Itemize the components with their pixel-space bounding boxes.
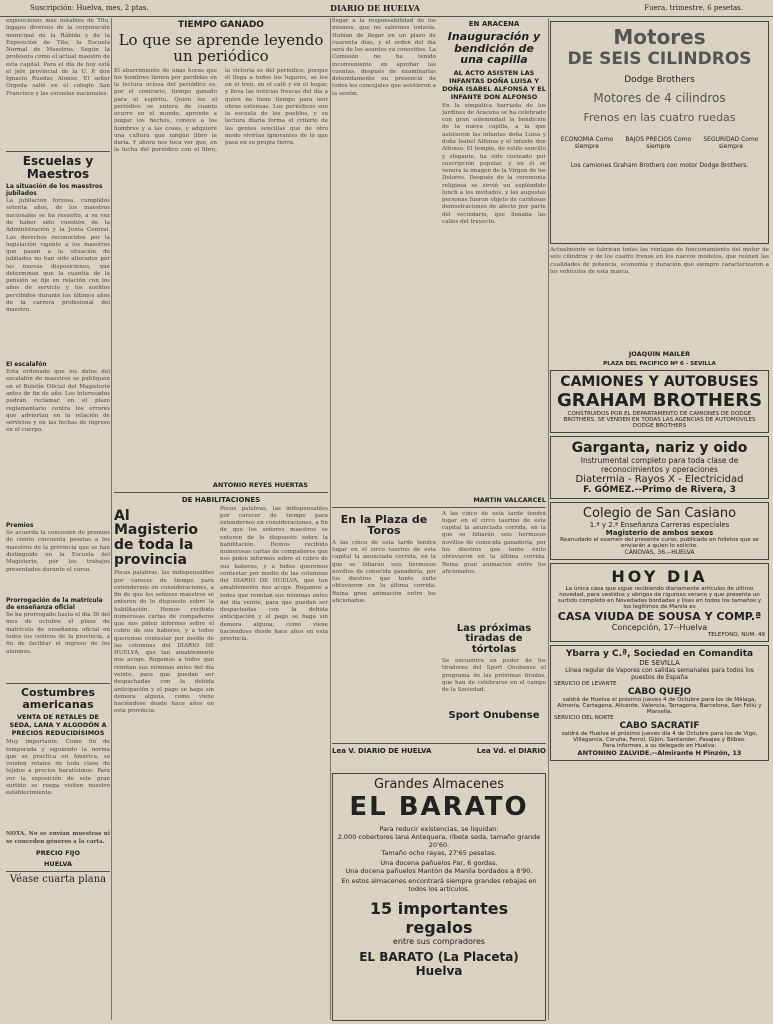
divider: [114, 492, 328, 493]
byline: ANTONIO REYES HUERTAS: [212, 480, 308, 489]
city-label: HUELVA: [43, 859, 73, 868]
ad-line: TELEFONO, NUM. 49: [707, 632, 765, 638]
article-right: [442, 18, 546, 493]
ad-line: Para informes, a su delegado en Huelva:: [602, 743, 717, 749]
article-text: Se acuerda la concesión de premios de ciento cincuenta pesetas a los maestros de la provincia que se han distinguido en la Escuela del Magisterio, por los trabajos presentados durante el curso.: [6, 530, 110, 573]
ad-line: Ybarra y C.ª, Sociedad en Comandita: [565, 649, 754, 659]
divider: [6, 871, 110, 872]
ad-line: Para reducir existencias, se liquidan:: [379, 825, 499, 833]
article-row: [114, 506, 328, 936]
ad-line: saldrá de Huelva el próximo jueves 4 de Octubre para los de Málaga, Almería, Cartagena, Alicante, Valencia, Tarragona, Barcelona, San Feliú y Marsella.: [557, 697, 762, 715]
ad-tag: ECONOMIA Como siempre: [560, 136, 613, 150]
agent-address: PLAZA DEL PACIFICO Nº 6 - SEVILLA: [603, 361, 716, 367]
ad-line: 2.000 cobertores lana Antequera, ribete seda, tamaño grande 20'60.: [337, 833, 541, 849]
kicker: DE HABILITACIONES: [181, 495, 261, 504]
column-rule: [548, 18, 549, 1020]
article-text: Está ordenado que los datos del escalafón de maestros se publiquen en el Boletín Oficial del Magisterio antes de fin de año. Los interesados podrán reclamar en el plazo reglamentario contra los errores que adviertan en la relación de servicios y en las fechas de ingreso en el cuerpo.: [6, 369, 110, 434]
ad-line: Colegio de San Casiano: [582, 506, 737, 521]
ad-line: HOY DIA: [611, 567, 708, 586]
ad-line: Grandes Almacenes: [373, 777, 505, 792]
headline: Al Magisterio de toda la provincia: [114, 507, 199, 568]
masthead-price: Fuera, trimestre, 6 pesetas.: [644, 4, 743, 12]
ad-tag: SEGURIDAD Como siempre: [703, 136, 759, 150]
article-left: [332, 511, 436, 740]
divider: [6, 683, 110, 684]
column-2: [114, 18, 328, 1024]
masthead-subscription: Suscripción: Huelva, mes, 2 ptas.: [30, 4, 149, 12]
ad-line: ANTONINO ZALVIDE.--Almirante H Pinzón, 13: [577, 749, 742, 757]
section-title: Escuelas y Maestros: [22, 154, 94, 181]
article-text: Se ha prorrogado hasta el día 30 del mes de octubre el plazo de matrícula de enseñanza oficial en todos los centros de la provincia, a fin de facilitar el ingreso de los alumnos.: [6, 612, 110, 655]
subheading: La situación de los maestros jubilados: [6, 183, 103, 198]
ad-line: CABO QUEJO: [627, 687, 692, 697]
kicker: TIEMPO GANADO: [178, 20, 264, 30]
kicker: EN ARACENA: [468, 20, 520, 28]
ad-line: DE SEIS CILINDROS: [567, 49, 752, 69]
column-rule: [111, 18, 112, 1020]
ad-line: EL BARATO (La Placeta) Huelva: [359, 950, 519, 978]
sousa-ad: [550, 563, 769, 642]
ad-line: Línea regular de Vapores con salidas semanales para todos los puestos de España: [565, 667, 754, 681]
ad-line: CASA VIUDA DE SOUSA Y COMP.ª: [557, 610, 762, 623]
ad-line: entre sus compradores: [392, 937, 486, 946]
graham-ad: [550, 370, 769, 433]
dodge-ad: [550, 21, 769, 244]
article-text: Se encuentra en poder de los tiradores del Sport Onubense el programa de las próximas tiradas, que han de celebrarse en el campo de la Sociedad.: [442, 658, 546, 694]
ad-line: 15 importantes regalos: [369, 899, 509, 937]
column-rule: [330, 18, 331, 1020]
section-title: Costumbres americanas: [20, 686, 96, 711]
ad-line: CÁNOVAS, 36.--HUELVA: [624, 549, 695, 556]
note: NOTA. No se envían muestras ni se conceden géneros a la carta.: [6, 831, 110, 845]
article-right: [442, 511, 546, 740]
ad-line: Una docena pañuelos Par, 6 gordas.: [380, 859, 498, 867]
ad-line: Motores: [613, 25, 706, 49]
ad-line: CAMIONES Y AUTOBUSES: [560, 374, 759, 390]
ad-line: Diatermia - Rayos X - Electricidad: [575, 474, 744, 485]
masthead-title: DIARIO DE HUELVA: [330, 3, 420, 13]
ad-title: EL BARATO: [349, 792, 529, 822]
article-text: llegar a la responsabilidad de los mismos, que no sabemos todavía. Habían de llegar en un plazo de cuarenta días, y el orden del día será de los asuntos ya conocidos. La Comisión no ha tenido inconveniente en aprobar las cuentas, después de examinarlas detenidamente en presencia de todos los concejales que asistieron a la sesión.: [332, 18, 436, 97]
masthead: [0, 0, 773, 17]
ad-line: GRAHAM BROTHERS: [556, 390, 763, 411]
divider: [332, 507, 546, 508]
subheading: AL ACTO ASISTEN LAS INFANTAS DOÑA LUISA Y DOÑA ISABEL ALFONSA Y EL INFANTE DON ALFONSO: [442, 68, 546, 101]
ad-line: Frenos en las cuatro ruedas: [583, 111, 736, 124]
ad-line: SERVICIO DE LEVANTE: [554, 681, 617, 687]
divider: [332, 743, 546, 744]
ad-line: La única casa que sigue recibiendo diariamente artículos de último novedad, para vestidos y abrigos de riguroso verano y que presenta un surtido completo en Novedades bordadas y lisas en todos los tamaños y los legítimos de Manila es: [557, 586, 762, 610]
byline: MARTIN VALCARCEL: [473, 495, 546, 504]
headline: Inauguración y bendición de una capilla: [447, 30, 541, 67]
ad-line: Una docena pañuelos Mantón de Manila bordados a 8'90.: [345, 867, 533, 875]
article-row: [332, 511, 546, 740]
ad-line: Tamaño ocho rayas, 27'65 pesetas.: [381, 849, 497, 857]
ad-line: DE SEVILLA: [639, 659, 680, 667]
ad-tag: BAJOS PRECIOS Como siempre: [625, 136, 692, 150]
ad-line: Dodge Brothers: [624, 75, 695, 85]
ad-line: Magisterio de ambos sexos: [605, 529, 714, 537]
article-left: [114, 506, 214, 936]
article-text: exposiciones más notables de Tito, legajos diversos de la corporación municipal de la Rábida y de la Exposición de Tito, la Escuela Normal de Maestros. Según la profesora como el actual maestro de esta capital. Para el día de hoy está el jefe provincial de la U. P. don Ignacio Ruedas Alonso. El señor Orgeda salió en el colegio San Francisco y las escuelas nacionales.: [6, 18, 110, 97]
ad-line: Concepción, 17--Huelva: [611, 623, 708, 632]
agent-name: JOAQUIN MAILER: [628, 350, 691, 358]
subheading: Premios: [6, 522, 34, 530]
ad-line: Motores de 4 cilindros: [593, 91, 726, 105]
ad-line: Reanudado el examen del presente curso, publicado en folletos que se enviarán a quien lo solicite.: [560, 537, 759, 549]
ad-tags: [554, 136, 765, 150]
column-4: [550, 18, 769, 1024]
subheading: VENTA DE RETALES DE SEDA, LANA Y ALGODÓN A PRECIOS REDUCIDÍSIMOS: [9, 713, 107, 738]
article-text: La jubilación forzosa, cumplidos setenta años, de los maestros nacionales se ha resuelto, a su vez de haber sido cuestión de la Administración y la Junta Central. Los derechos reconocidos por la legislación vigente a los maestros que pasan a la situación de jubilados no han sido alterados por las nuevas disposiciones, que determinan que la cuantía de la pensión se fije en relación con los años de servicio y los sueldos percibidos durante los últimos años de la carrera profesional del maestro.: [6, 198, 110, 314]
clinic-ad: [550, 436, 769, 499]
price-label: PRECIO FIJO: [36, 848, 80, 857]
club-name: Sport Onubense: [448, 710, 540, 722]
article-text: Muy importante. Como fin de temporada y siguiendo la norma que se practica en América, se venden retales de toda clase de tejidos a precios baratísimos. Para ver la exposición de este gran surtido se ruega visiten nuestro establecimiento.: [6, 739, 110, 797]
ad-line: SERVICIO DEL NORTE: [554, 715, 614, 721]
headline: Las próximas tiradas de tórtolas: [456, 622, 532, 655]
article-text: Actualmente se fabrican todas las ventajas de funcionamiento del motor de seis cilindros y de los cuatro frenos en los nuevos modelos, que reúnen las cualidades de potencia, economía y duración que siempre caracterizaron a los vehículos de esta marca.: [550, 247, 769, 275]
headline: En la Plaza de Toros: [340, 512, 428, 538]
subheading: El escalafón: [6, 361, 47, 369]
ad-line: Instrumental completo para toda clase de reconocimientos y operaciones: [580, 456, 739, 474]
el-barato-ad: [332, 773, 546, 1021]
article-text: Pocas palabras, las indispensables por carecer de tiempo para extendernos en consideraciones, a fin de que los señores maestros se enteren de lo dispuesto sobre la habilitación. Hemos recibido numerosas cartas de compañeros que nos piden informes sobre el cobro de sus haberes, y a todos queremos contestar por medio de las columnas del DIARIO DE HUELVA, que tan amablemente nos acoge. Rogamos a todos que remitan sus nóminas antes del día veinte, para que puedan ser despachadas con la debida anticipación y el pago se haga sin demora alguna, como viene haciéndose desde hace años en esta provincia.: [220, 505, 328, 643]
divider: [6, 151, 110, 152]
ad-line: 1.ª y 2.ª Enseñanza Carreras especiales: [589, 521, 730, 529]
ad-line: F. GÓMEZ.--Primo de Rivera, 3: [583, 485, 736, 495]
ad-line: Garganta, nariz y oido: [571, 440, 748, 456]
subheading: Prorrogación de la matrícula de enseñanza oficial: [6, 597, 103, 612]
ybarra-ad: [550, 645, 769, 761]
footer-row: [332, 747, 546, 755]
footer-left: Lea V. DIARIO DE HUELVA: [332, 746, 432, 755]
article-text: En la simpática barriada de los Jardines de Aracena se ha celebrado con gran solemnidad la bendición de la nueva capilla, a la que asistieron las infantas doña Luisa y doña Isabel Alfonsa y el infante don Alfonso. El templo, de estilo sencillo y elegante, ha sido costeado por suscripción popular, y en él se venera la imagen de la Virgen de los Dolores. Después de la ceremonia religiosa se sirvió un espléndido lunch a los invitados, y las augustas personas fueron objeto de cariñosas demostraciones de afecto por parte del vecindario, que llenaba las calles del trayecto.: [442, 102, 546, 225]
article-text: A las cinco de esta tarde tendrá lugar en el circo taurino de esta capital la anunciada corrida, en la que se lidiarán seis hermosos novillos de conocida ganadería, por los diestros que tanto éxito obtuvieron en la última corrida. Reina gran animación entre los aficionados.: [442, 510, 546, 575]
ad-line: CONSTRUIDOS POR EL DEPARTAMENTO DE CAMIONES DE DODGE BROTHERS. SE VENDEN EN TODAS LAS AGENCIAS DE AUTOMOVILES DODGE BROTHERS: [563, 411, 756, 429]
article-text: Pocas palabras, las indispensables por carecer de tiempo para extendernos en consideraciones, a fin de que los señores maestros se enteren de lo dispuesto sobre la habilitación. Hemos recibido numerosas cartas de compañeros que nos piden informes sobre el cobro de sus haberes, y a todos queremos contestar por medio de las columnas del DIARIO DE HUELVA, que tan amablemente nos acoge. Rogamos a todos que remitan sus nóminas antes del día veinte, para que puedan ser despachadas con la debida anticipación y el pago se haga sin demora alguna, como viene haciéndose desde hace años en esta provincia.: [114, 570, 214, 715]
column-1: [6, 18, 110, 1024]
ad-line: En estos almacenes encontrará siempre grandes rebajas en todos los artículos.: [341, 877, 537, 893]
school-ad: [550, 502, 769, 560]
footer-right: Lea Vd. el DIARIO: [476, 746, 546, 755]
ad-line: Los camiones Graham Brothers con motor Dodge Brothers.: [570, 162, 749, 169]
article-text: A las cinco de esta tarde tendrá lugar en el circo taurino de esta capital la anunciada corrida, en la que se lidiarán seis hermosos novillos de conocida ganadería, por los diestros que tanto éxito obtuvieron en la última corrida. Reina gran animación entre los aficionados.: [332, 539, 436, 604]
footer-text: Véase cuarta plana: [9, 873, 107, 885]
ad-line: saldrá de Huelva el próximo jueves día 4 de Octubre para los de Vigo, Villagarcía, Coruña, Ferrol, Gijón, Santander, Pasajes y Bilbao.: [561, 731, 758, 743]
article-row: [332, 18, 546, 493]
ad-line: CABO SACRATIF: [619, 721, 700, 731]
headline: Lo que se aprende leyendo un periódico: [118, 31, 324, 65]
article-text: El aburrimiento de unas horas que los hombres tienen por perdidas en la lectura ociosa del periódico es, por el contrario, tiempo ganado para el espíritu. Quien lee el periódico se entera de cuanto ocurre en el mundo, aprende a juzgar los hechos, conoce a los hombres y a las cosas, y adquiere una cultura que ningún libro le daría. Y ahora nos toca ver que, en la lucha del periódico con el libro, la victoria es del periódico, porque él llega a todos los lugares, se lee en el tren, en el café y en el hogar, y lleva las noticias frescas del día a quien no tiene tiempo para leer obras extensas. Los periódicos son la escuela de los pueblos, y su lectura diaria forma el criterio de las gentes sencillas que de otro modo vivirían ignorantes de lo que pasa en su propia tierra.: [114, 67, 328, 154]
